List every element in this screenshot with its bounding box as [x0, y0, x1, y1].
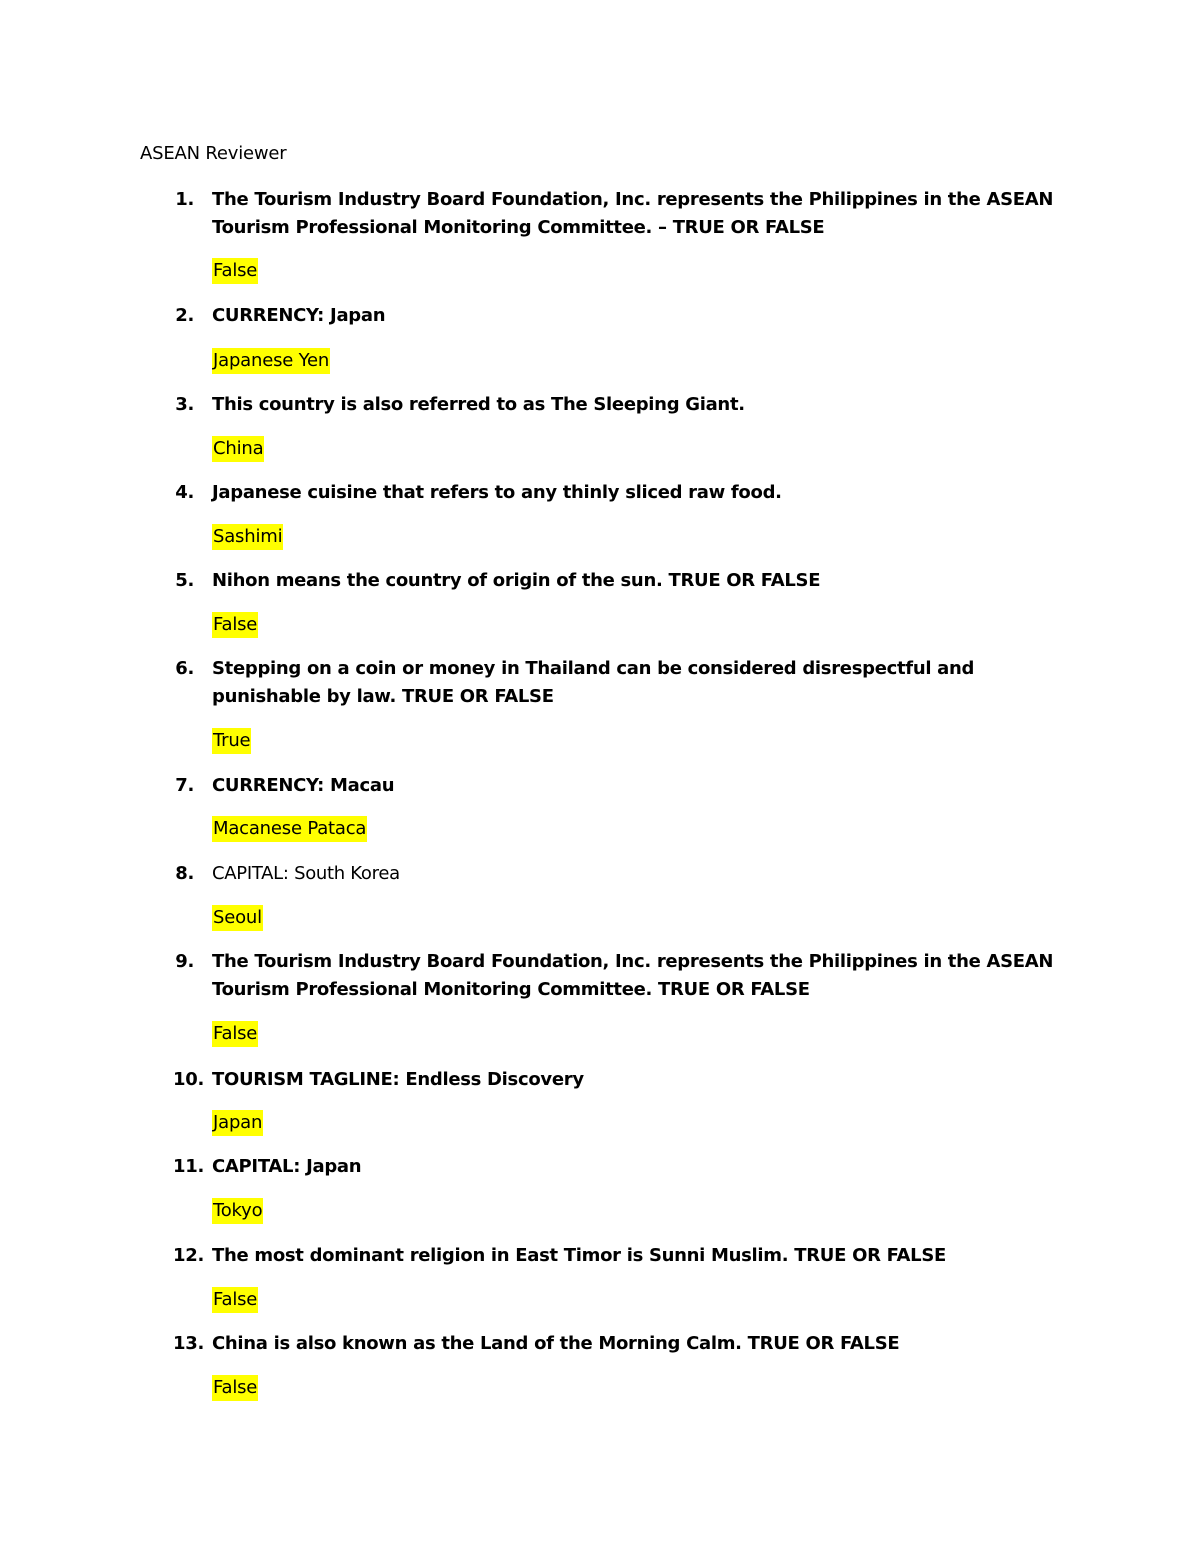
answer-highlight: Japan [212, 1110, 263, 1136]
question-text: Nihon means the country of origin of the sun. TRUE OR FALSE [212, 570, 821, 591]
answer-highlight: False [212, 1375, 258, 1401]
answer-highlight: Sashimi [212, 524, 283, 550]
answer-highlight: Tokyo [212, 1198, 263, 1224]
question-number: 10. [173, 1069, 204, 1090]
answer-highlight: China [212, 436, 264, 462]
question-text: This country is also referred to as The Sleeping Giant. [212, 394, 745, 415]
answer-highlight: False [212, 1287, 258, 1313]
question-text: Stepping on a coin or money in Thailand can be considered disrespectful and punishable by law. TRUE OR FALSE [212, 658, 981, 707]
question-text: CAPITAL: Japan [212, 1156, 362, 1177]
question-number: 6. [175, 658, 194, 679]
question-number: 5. [175, 570, 194, 591]
answer-highlight: Seoul [212, 905, 263, 931]
question-number: 8. [175, 863, 194, 884]
question-text: The Tourism Industry Board Foundation, Inc. represents the Philippines in the ASEAN Tourism Professional Monitoring Committee. – TRUE OR FALSE [212, 189, 1060, 238]
document-title: ASEAN Reviewer [140, 143, 287, 164]
question-text: CAPITAL: South Korea [212, 863, 400, 884]
answer-highlight: Macanese Pataca [212, 816, 367, 842]
question-text: The most dominant religion in East Timor is Sunni Muslim. TRUE OR FALSE [212, 1245, 946, 1266]
question-text: CURRENCY: Japan [212, 305, 386, 326]
answer-highlight: True [212, 728, 251, 754]
answer-highlight: Japanese Yen [212, 348, 330, 374]
question-number: 13. [173, 1333, 204, 1354]
question-number: 1. [175, 189, 194, 210]
question-text: The Tourism Industry Board Foundation, Inc. represents the Philippines in the ASEAN Tourism Professional Monitoring Committee. TRUE OR FALSE [212, 951, 1060, 1000]
question-number: 9. [175, 951, 194, 972]
question-number: 11. [173, 1156, 204, 1177]
answer-highlight: False [212, 1021, 258, 1047]
question-number: 12. [173, 1245, 204, 1266]
question-number: 3. [175, 394, 194, 415]
answer-highlight: False [212, 258, 258, 284]
question-text: CURRENCY: Macau [212, 775, 395, 796]
question-number: 2. [175, 305, 194, 326]
question-text: China is also known as the Land of the Morning Calm. TRUE OR FALSE [212, 1333, 900, 1354]
question-number: 4. [175, 482, 194, 503]
answer-highlight: False [212, 612, 258, 638]
question-text: Japanese cuisine that refers to any thinly sliced raw food. [212, 482, 782, 503]
question-number: 7. [175, 775, 194, 796]
question-text: TOURISM TAGLINE: Endless Discovery [212, 1069, 584, 1090]
